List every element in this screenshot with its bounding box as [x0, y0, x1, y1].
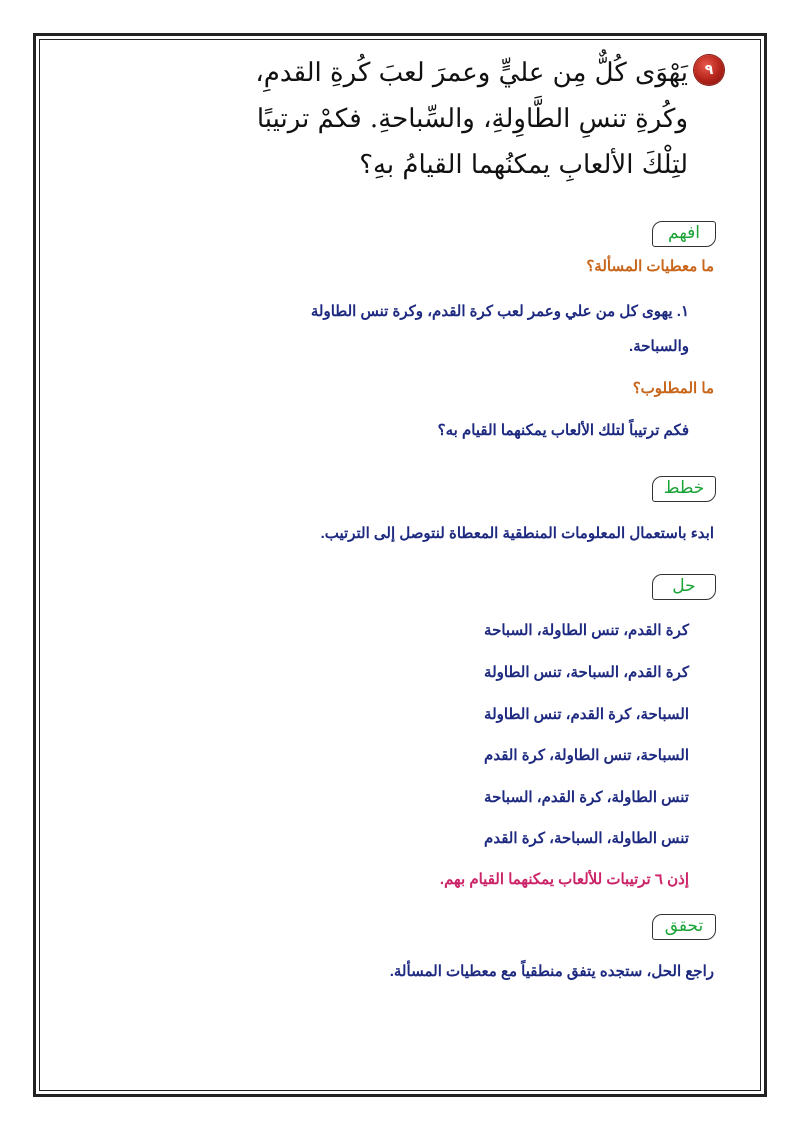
required-question: ما المطلوب؟	[632, 380, 714, 397]
plan-tag: خطط	[652, 476, 716, 502]
given-question: ما معطيات المسألة؟	[586, 258, 714, 275]
arrangement-line: تنس الطاولة، السباحة، كرة القدم	[484, 830, 689, 847]
understand-tag: افهم	[652, 221, 716, 247]
given-item-line: والسباحة.	[629, 338, 689, 355]
required-answer: فكم ترتيباً لتلك الألعاب يمكنهما القيام به؟	[437, 422, 689, 439]
given-item-line: ١. يهوى كل من علي وعمر لعب كرة القدم، وكرة تنس الطاولة	[310, 303, 689, 320]
problem-number-badge	[694, 55, 724, 85]
arrangement-line: السباحة، تنس الطاولة، كرة القدم	[484, 747, 689, 764]
problem-statement	[128, 50, 688, 188]
arrangement-line: كرة القدم، السباحة، تنس الطاولة	[484, 664, 689, 681]
arrangement-line: السباحة، كرة القدم، تنس الطاولة	[484, 706, 689, 723]
check-text: راجع الحل، ستجده يتفق منطقياً مع معطيات المسألة.	[389, 963, 714, 980]
problem-line: لتِلْكَ الألعابِ يمكنُهما القيامُ بهِ؟	[359, 150, 688, 180]
problem-number: ٩	[704, 62, 714, 78]
check-tag: تحقق	[652, 914, 716, 940]
arrangement-line: كرة القدم، تنس الطاولة، السباحة	[484, 622, 689, 639]
plan-text: ابدء باستعمال المعلومات المنطقية المعطاة لنتوصل إلى الترتيب.	[320, 525, 714, 542]
problem-line: وكُرةِ تنسِ الطَّاوِلةِ، والسِّباحةِ. فكمْ ترتيبًا	[256, 104, 688, 134]
solve-tag: حل	[652, 574, 716, 600]
conclusion: إذن ٦ ترتيبات للألعاب يمكنهما القيام بهم.	[439, 871, 689, 888]
arrangement-line: تنس الطاولة، كرة القدم، السباحة	[484, 789, 689, 806]
problem-line: يَهْوَى كُلٌّ مِن عليٍّ وعمرَ لعبَ كُرةِ القدمِ،	[255, 58, 688, 88]
